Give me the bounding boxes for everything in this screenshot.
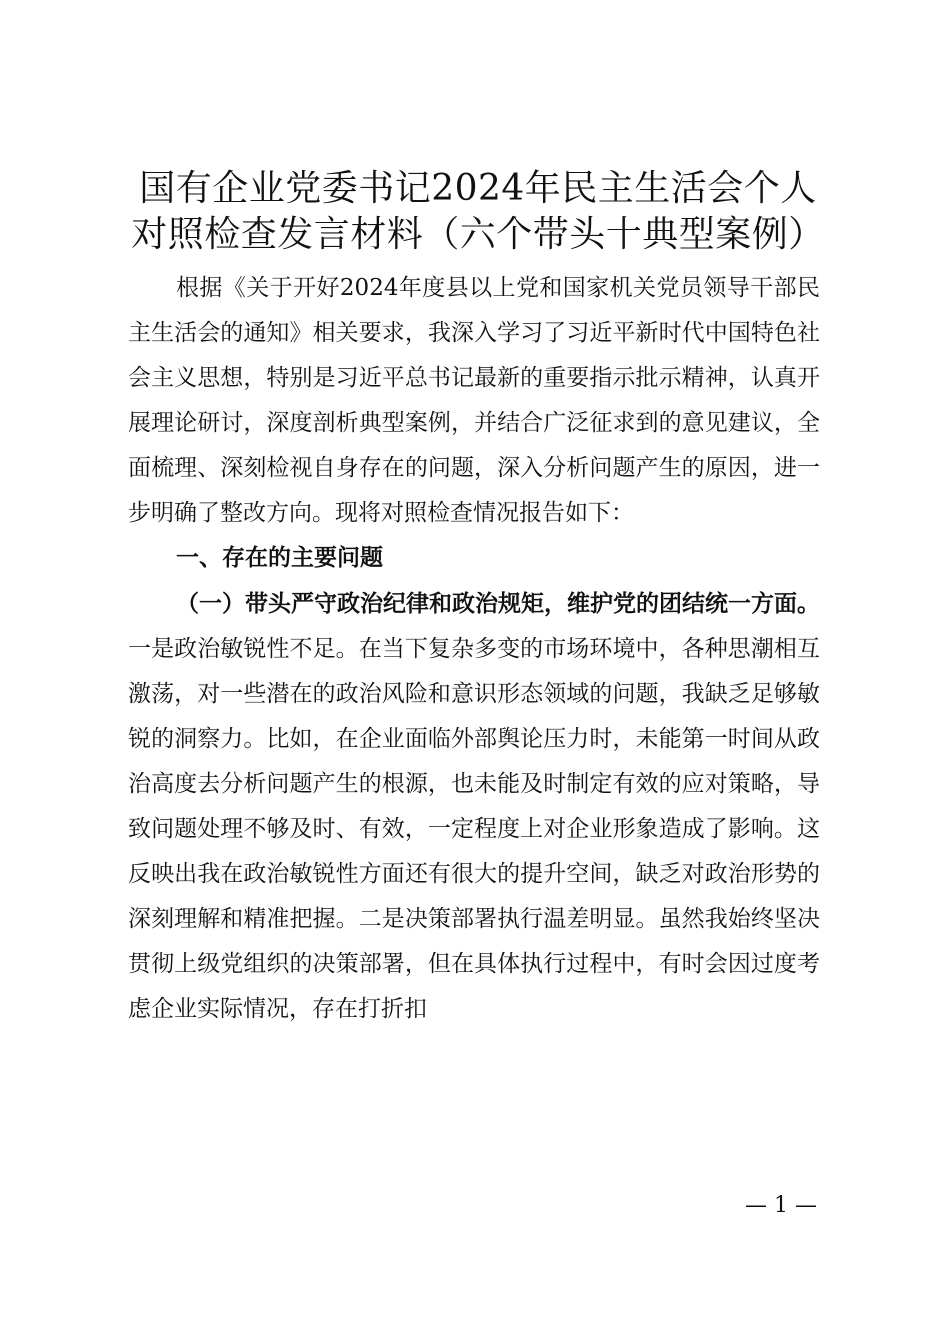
subsection-paragraph (128, 581, 820, 1032)
subsection-body: 一是政治敏锐性不足。在当下复杂多变的市场环境中，各种思潮相互激荡，对一些潜在的政治风险和意识形态领域的问题，我缺乏足够敏锐的洞察力。比如，在企业面临外部舆论压力时，未能第一时间从政治高度去分析问题产生的根源，也未能及时制定有效的应对策略，导致问题处理不够及时、有效，一定程度上对企业形象造成了影响。这反映出我在政治敏锐性方面还有很大的提升空间，缺乏对政治形势的深刻理解和精准把握。二是决策部署执行温差明显。虽然我始终坚决贯彻上级党组织的决策部署，但在具体执行过程中，有时会因过度考虑企业实际情况，存在打折扣 (128, 636, 820, 1022)
section-heading: 一、存在的主要问题 (176, 545, 383, 571)
page-number: — 1 — (745, 1193, 817, 1218)
document-body (128, 266, 820, 1032)
document-title: 国有企业党委书记2024年民主生活会个人对照检查发言材料（六个带头十典型案例） (131, 168, 825, 255)
subsection-heading: （一）带头严守政治纪律和政治规矩，维护党的团结统一方面。 (176, 590, 820, 617)
intro-paragraph: 根据《关于开好2024年度县以上党和国家机关党员领导干部民主生活会的通知》相关要求，我深入学习了习近平新时代中国特色社会主义思想，特别是习近平总书记最新的重要指示批示精神，认真开展理论研讨，深度剖析典型案例，并结合广泛征求到的意见建议，全面梳理、深刻检视自身存在的问题，深入分析问题产生的原因，进一步明确了整改方向。现将对照检查情况报告如下： (128, 275, 820, 526)
